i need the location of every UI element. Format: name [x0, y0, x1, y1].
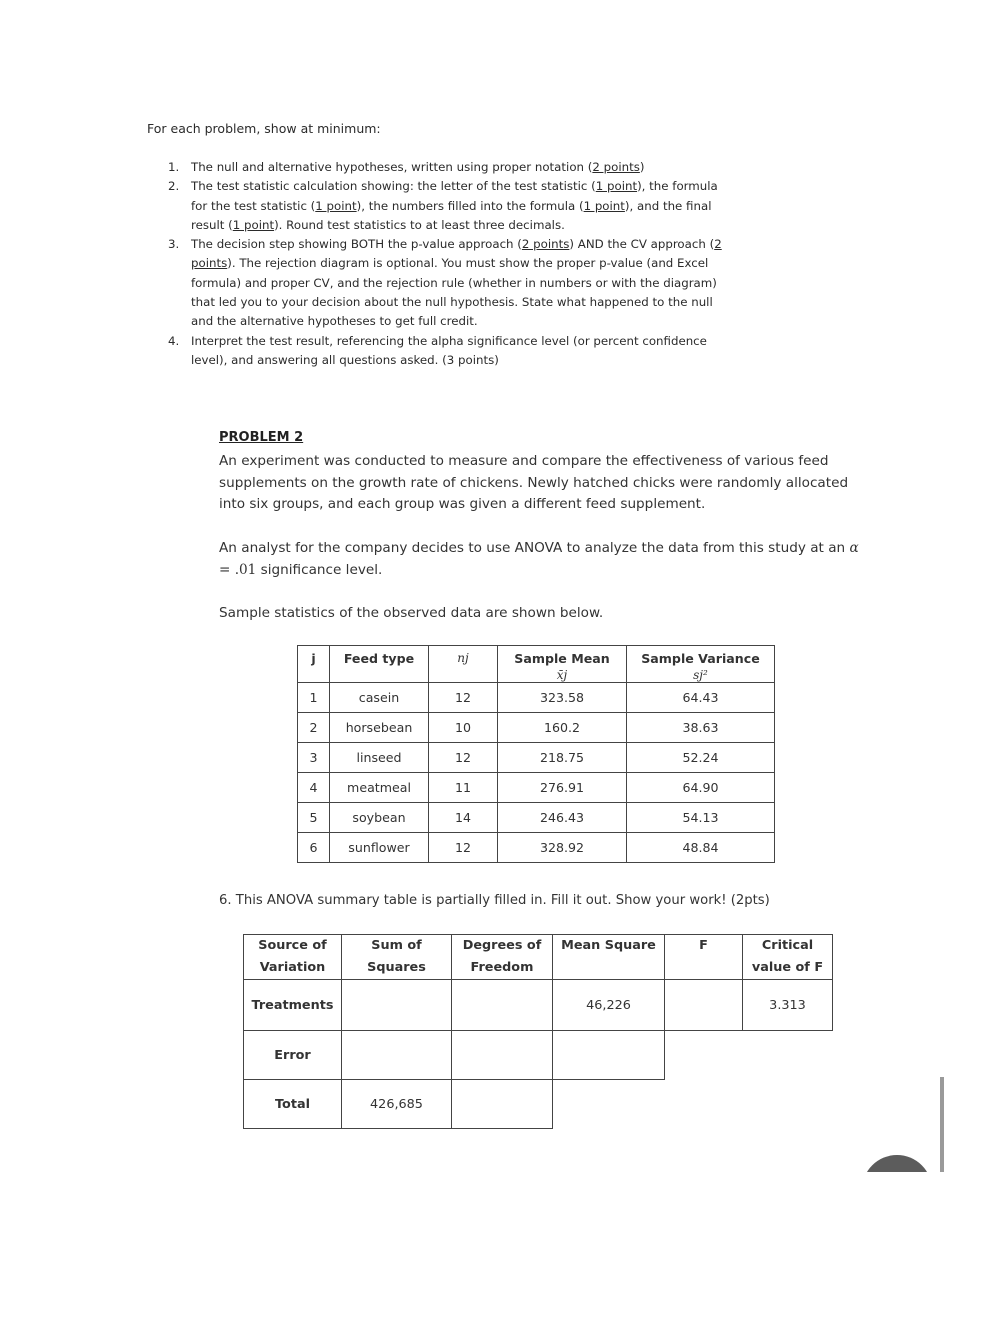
header-sample-variance — [627, 646, 775, 683]
points-label: 2 points — [592, 160, 640, 174]
treatments-df-cell[interactable] — [452, 980, 553, 1031]
header-sample-mean — [498, 646, 627, 683]
header-sum-squares — [342, 935, 452, 980]
blank-cell — [665, 1031, 743, 1080]
total-ss-cell: 426,685 — [342, 1080, 452, 1129]
cell-feed-type: soybean — [330, 803, 429, 833]
requirement-text: ). The rejection diagram is optional. You must show the proper p-value (and Excel formula) and proper CV, and the rejection rule (whether in numbers or with the diagram) that led you to your decision about the null hypothesis. State what happened to the null and the alternative hypotheses to get full credit. — [191, 256, 717, 329]
requirement-text: The decision step showing BOTH the p-value approach ( — [191, 237, 522, 252]
error-df-cell[interactable] — [452, 1031, 553, 1080]
alpha-value: = .01 — [219, 561, 257, 578]
error-ms-cell[interactable] — [553, 1031, 665, 1080]
treatments-ms-cell: 46,226 — [553, 980, 665, 1031]
header-source-l1: Source of — [258, 938, 327, 953]
requirement-item — [168, 332, 728, 371]
header-ss-l1: Sum of — [371, 938, 422, 953]
stats-row — [298, 683, 775, 713]
points-label: 1 point — [595, 179, 638, 194]
requirement-number: 2. — [168, 179, 180, 194]
mean-symbol: x̄j — [556, 668, 568, 682]
cell-sample-variance: 54.13 — [627, 803, 775, 833]
cell-j: 5 — [298, 803, 330, 833]
cell-sample-variance: 48.84 — [627, 833, 775, 863]
cell-sample-variance: 38.63 — [627, 713, 775, 743]
requirement-item — [168, 235, 728, 331]
total-df-cell[interactable] — [452, 1080, 553, 1129]
cell-sample-mean: 218.75 — [498, 743, 627, 773]
points-label: 1 point — [232, 217, 275, 232]
cell-sample-mean: 276.91 — [498, 773, 627, 803]
points-label: 1 point — [315, 198, 357, 213]
header-cv-l1: Critical — [761, 938, 814, 953]
requirement-text: ). Round test statistics to at least three decimals. — [274, 217, 565, 232]
cell-feed-type: casein — [330, 683, 429, 713]
total-label: Total — [244, 1080, 342, 1129]
analyst-paragraph — [219, 538, 869, 581]
blank-cell — [665, 1080, 743, 1129]
cell-n: 12 — [429, 743, 498, 773]
sample-variance-label: Sample Variance — [641, 651, 760, 666]
cell-sample-mean: 328.92 — [498, 833, 627, 863]
cell-sample-mean: 160.2 — [498, 713, 627, 743]
stats-row — [298, 803, 775, 833]
requirement-item — [168, 158, 728, 177]
header-j: j — [298, 646, 330, 683]
question-6: 6. This ANOVA summary table is partially filled in. Fill it out. Show your work! (2pts) — [219, 893, 770, 908]
header-n — [429, 646, 498, 683]
cell-feed-type: meatmeal — [330, 773, 429, 803]
analyst-text-b: significance level. — [256, 561, 383, 578]
header-source-l2: Variation — [259, 960, 326, 975]
requirement-number: 4. — [168, 333, 180, 348]
sample-statistics-table — [297, 645, 775, 863]
cell-feed-type: linseed — [330, 743, 429, 773]
anova-summary-table — [243, 934, 833, 1129]
requirement-text: ), the formula for the test statistic ( — [191, 179, 718, 213]
cell-j: 6 — [298, 833, 330, 863]
anova-row-error — [244, 1031, 833, 1080]
stats-row — [298, 713, 775, 743]
cell-n: 10 — [429, 713, 498, 743]
header-mean-square: Mean Square — [553, 935, 665, 980]
cell-feed-type: sunflower — [330, 833, 429, 863]
problem-heading: PROBLEM 2 — [219, 430, 304, 445]
anova-row-total — [244, 1080, 833, 1129]
cell-n: 14 — [429, 803, 498, 833]
header-f: F — [665, 935, 743, 980]
requirement-text: Interpret the test result, referencing the alpha significance level (or percent confidence level), and answering all questions asked. (3 points) — [191, 333, 707, 367]
header-critical-value — [743, 935, 833, 980]
bottom-blank-area — [0, 1172, 1000, 1320]
sample-mean-label: Sample Mean — [514, 651, 610, 666]
requirement-text: ) AND the CV approach ( — [569, 237, 715, 252]
analyst-text-a: An analyst for the company decides to use ANOVA to analyze the data from this study at an — [219, 540, 850, 556]
anova-header-row — [244, 935, 833, 980]
treatments-ss-cell[interactable] — [342, 980, 452, 1031]
header-df-l1: Degrees of — [462, 938, 542, 953]
blank-cell — [553, 1080, 665, 1129]
treatments-label: Treatments — [244, 980, 342, 1031]
cell-j: 3 — [298, 743, 330, 773]
error-label: Error — [244, 1031, 342, 1080]
requirement-number: 3. — [168, 237, 180, 252]
scrollbar[interactable] — [940, 1077, 944, 1172]
variance-symbol: sj² — [693, 668, 708, 682]
requirement-number: 1. — [168, 160, 180, 174]
instructions-intro: For each problem, show at minimum: — [147, 121, 381, 136]
blank-cell — [743, 1031, 833, 1080]
cell-feed-type: horsebean — [330, 713, 429, 743]
points-label: 2 points — [191, 237, 722, 271]
header-cv-l2: value of F — [751, 960, 824, 975]
requirement-text: ) — [639, 160, 645, 174]
cell-j: 2 — [298, 713, 330, 743]
cell-n: 12 — [429, 833, 498, 863]
cell-sample-mean: 323.58 — [498, 683, 627, 713]
cell-sample-variance: 64.43 — [627, 683, 775, 713]
requirement-text: The null and alternative hypotheses, written using proper notation ( — [191, 160, 593, 174]
points-label: 1 point — [583, 198, 625, 213]
requirements-list — [168, 158, 728, 370]
error-ss-cell[interactable] — [342, 1031, 452, 1080]
stats-row — [298, 833, 775, 863]
stats-row — [298, 773, 775, 803]
requirement-text: ), the numbers filled into the formula ( — [356, 198, 584, 213]
treatments-f-cell[interactable] — [665, 980, 743, 1031]
alpha-symbol: α — [849, 540, 859, 556]
sample-stats-intro: Sample statistics of the observed data are shown below. — [219, 605, 604, 621]
stats-header-row — [298, 646, 775, 683]
header-ss-l2: Squares — [367, 960, 426, 975]
header-df — [452, 935, 553, 980]
header-df-l2: Freedom — [470, 960, 534, 975]
blank-cell — [743, 1080, 833, 1129]
requirement-text: The test statistic calculation showing: the letter of the test statistic ( — [191, 179, 596, 194]
cell-sample-variance: 64.90 — [627, 773, 775, 803]
treatments-cv-cell: 3.313 — [743, 980, 833, 1031]
cell-j: 1 — [298, 683, 330, 713]
n-symbol: nj — [457, 651, 469, 665]
problem-description: An experiment was conducted to measure and compare the effectiveness of various feed supplements on the growth rate of chickens. Newly hatched chicks were randomly allocated into six groups, and each group was given a different feed supplement. — [219, 453, 849, 513]
cell-n: 11 — [429, 773, 498, 803]
requirement-item — [168, 177, 728, 235]
stats-row — [298, 743, 775, 773]
cell-sample-variance: 52.24 — [627, 743, 775, 773]
anova-row-treatments — [244, 980, 833, 1031]
cell-j: 4 — [298, 773, 330, 803]
requirement-text: ), and the final result ( — [191, 198, 712, 232]
cell-n: 12 — [429, 683, 498, 713]
header-source — [244, 935, 342, 980]
header-feed-type: Feed type — [330, 646, 429, 683]
cell-sample-mean: 246.43 — [498, 803, 627, 833]
points-label: 2 points — [521, 237, 570, 252]
